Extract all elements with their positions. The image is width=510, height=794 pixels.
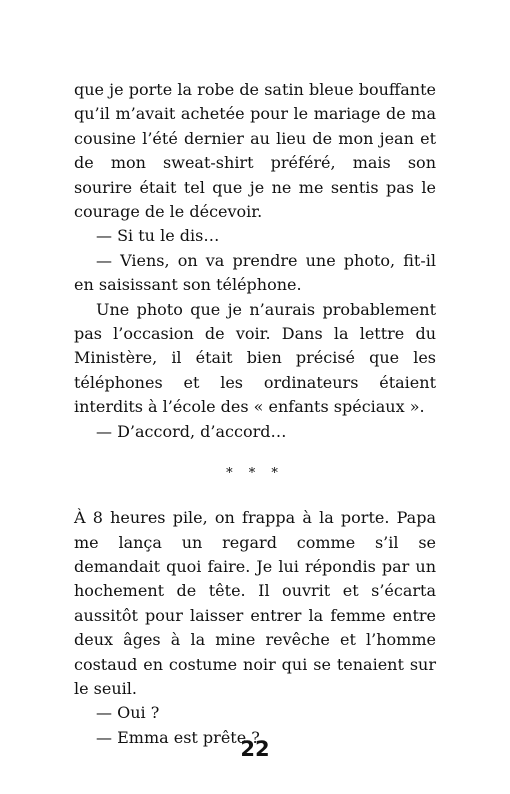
paragraph: que je porte la robe de satin bleue bouffante qu’il m’avait achetée pour le mariage de ma cousine l’été dernier au lieu de mon jean et de mon sweat-shirt préféré, mais son sourire était tel que je ne me sentis pas le courage de le décevoir. bbox=[74, 80, 436, 222]
section-separator: * * * bbox=[226, 466, 284, 482]
paragraph: Une photo que je n’aurais probablement pas l’occasion de voir. Dans la lettre du Ministère, il était bien précisé que les téléphones et les ordinateurs étaient interdits à l’école des « enfants spéciaux ». bbox=[74, 299, 436, 417]
dialogue-line: — Emma est prête ? bbox=[96, 727, 260, 747]
dialogue-line: — Si tu le dis… bbox=[96, 226, 220, 246]
dialogue-line: — Oui ? bbox=[96, 703, 160, 723]
page-number: 22 bbox=[240, 737, 270, 761]
page-body bbox=[74, 78, 436, 750]
paragraph: À 8 heures pile, on frappa à la porte. Papa me lança un regard comme s’il se demandait quoi faire. Je lui répondis par un hochement de tête. Il ouvrit et s’écarta aussitôt pour laisser entrer la femme entre deux âges à la mine revêche et l’homme costaud en costume noir qui se tenaient sur le seuil. bbox=[74, 508, 436, 698]
dialogue-line: — Viens, on va prendre une photo, fit-il en saisissant son téléphone. bbox=[74, 250, 436, 295]
dialogue-line: — D’accord, d’accord… bbox=[96, 421, 287, 441]
